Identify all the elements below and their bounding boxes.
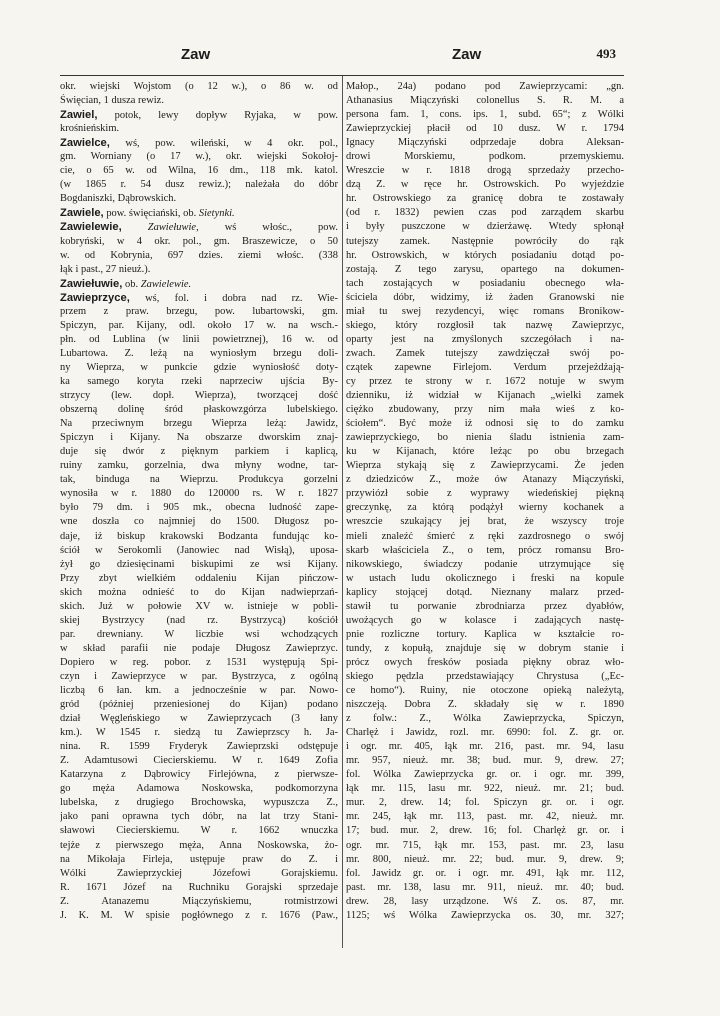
text-line: [346, 656, 624, 670]
text-line: [60, 698, 338, 712]
cross-reference: Zawielewie.: [140, 278, 192, 290]
line-text: ciężko zbudowany, przy nim mała wieś z ko-: [346, 404, 624, 416]
line-text: ruiny zamku, gorzelnia, dwa młyny wodne, tar-: [60, 460, 338, 472]
line-text: ściciela dóbr, widzimy, iż żaden Granowski nie: [346, 291, 624, 303]
text-line: [346, 178, 624, 192]
text-line: [346, 754, 624, 768]
text-line: [60, 712, 338, 726]
line-text: wreszcie szukający jej brat, że wszyscy troje: [346, 516, 624, 528]
text-line: [346, 80, 624, 94]
text-line: [346, 403, 624, 417]
line-text: Katarzyna z Dąbrowicy Firlejówna, z pierwsze-: [60, 769, 338, 781]
line-text: (w 1865 r. 54 dusz rewiz.); należała do dóbr: [60, 179, 338, 191]
text-line: [60, 80, 338, 94]
line-text: było 79 dm. i 905 mk., obecna ludność zape-: [60, 502, 338, 514]
line-text: gród (później przeniesionej do Kijan) podano: [60, 699, 338, 711]
line-text: płn. od Lublina (w linii powietrznej), 16 w. od: [60, 333, 338, 345]
text-line: [346, 220, 624, 234]
line-text: mr. 957, nieuż. mr. 38; bud. mur. 9, drew. 27;: [346, 755, 624, 767]
line-text: skich można odnieść to do Kijan nadwieprzań-: [60, 586, 338, 598]
text-line: [346, 768, 624, 782]
line-text: niszczeją. Dobra Z. składały się w r. 1890: [346, 699, 624, 711]
line-text: pnie rozliczne tortury. Kaplica w kształcie ro-: [346, 628, 624, 640]
entry-headword: Zawiel,: [60, 109, 98, 122]
line-text: km.). W 1545 r. siedzą tu Zawieprzscy h. Ja-: [60, 727, 338, 739]
text-line: [346, 614, 624, 628]
text-line: [60, 487, 338, 501]
entry-headword: Zawiełuwie,: [60, 277, 123, 290]
text-line: [346, 684, 624, 698]
text-line: [346, 867, 624, 881]
line-text: Wreszcie w r. 1818 drogą sprzedaży przecho-: [346, 165, 624, 177]
page-number: 493: [596, 46, 616, 61]
text-line: [60, 684, 338, 698]
line-text: skiego, który rozgłosił tak nazwę Zawieprzyc,: [346, 319, 624, 331]
variant-name: Zawiełuwie,: [121, 222, 199, 234]
text-line: [346, 698, 624, 712]
text-line: [60, 867, 338, 881]
text-line: [346, 319, 624, 333]
text-line: [346, 291, 624, 305]
text-line: [346, 122, 624, 136]
text-line: [60, 277, 338, 291]
text-line: [346, 333, 624, 347]
line-text: Bogdaniszki, Dąbrowskich.: [60, 193, 177, 205]
text-line: [346, 347, 624, 361]
text-line: [346, 712, 624, 726]
text-line: [346, 839, 624, 853]
line-text: łąk mr. 115, lasu mr. 922, nieuż. mr. 21; bud.: [346, 783, 624, 795]
line-text: mr. 800, nieuż. mr. 22; bud. mur. 9, drew. 9;: [346, 853, 624, 865]
line-text: mur. 2, drew. 14; fol. Spiczyn gr. or. i ogr.: [346, 797, 624, 809]
line-text: Wólki Zawieprzyckiej Józefowi Gorajskiemu.: [60, 867, 338, 879]
text-line: [346, 909, 624, 923]
line-text: zwach. Zamek tutejszy zawdzięczał swój po-: [346, 347, 624, 359]
right-text-column: [346, 80, 624, 923]
text-line: [60, 291, 338, 305]
text-line: [60, 501, 338, 515]
line-text: wynosiła w r. 1880 do 120000 rs. W r. 1827: [60, 488, 338, 500]
text-line: [346, 628, 624, 642]
line-text: z folw.: Z., Wólka Zawieprzycka, Spiczyn,: [346, 713, 624, 725]
text-line: [60, 670, 338, 684]
line-text: mieli znaleźć śmierć z ręki zazdrosnego o swój: [346, 530, 624, 542]
text-line: [346, 136, 624, 150]
line-text: dzą Z. w ręce hr. Ostrowskich. Po wyjeździe: [346, 179, 624, 191]
text-line: [346, 515, 624, 529]
text-line: [60, 136, 338, 150]
text-line: [346, 235, 624, 249]
line-text: przywiózł sobie z wyprawy wiedeńskiej piękną: [346, 488, 624, 500]
line-text: czyn i Zawieprzyce w par. Bystrzyca, z ogólną: [60, 670, 338, 682]
line-text: oparty jest na zmyślonych szczegółach i na-: [346, 333, 624, 345]
line-text: past. mr. 138, lasu mr. 911, nieuż. mr. 40; bud.: [346, 881, 624, 893]
line-text: Święcian, 1 dusza rewiz.: [60, 95, 164, 107]
text-line: [60, 361, 338, 375]
line-text: potok, lewy dopływ Ryjaka, w pow.: [97, 110, 338, 122]
line-text: obszerną dolinę śród płaskowzgórza lubelskiego.: [60, 404, 338, 416]
line-text: Athanasius Miączyński colonellus S. R. M. a: [346, 95, 624, 107]
text-line: [346, 796, 624, 810]
line-text: gm. Worniany (o 17 w.), okr. wiejski Sokołoj-: [60, 151, 338, 163]
line-text: J. K. M. W spisie pogłównego z r. 1676 (Paw.,: [60, 909, 338, 921]
text-line: [60, 895, 338, 909]
text-line: [60, 600, 338, 614]
line-text: skarb właściciela Z., o tem, prócz romansu Bro-: [346, 544, 624, 556]
line-text: stawił tu porwanie zbrodniarza przez dyabłów,: [346, 600, 624, 612]
line-text: na Mikołaja Firleja, ustępuje praw do Z. i: [60, 853, 338, 865]
line-text: greczynkę, za którą podążył wierny kochanek a: [346, 502, 624, 514]
text-line: [60, 909, 338, 923]
line-text: strzycy (lew. dopł. Wieprza), tworzącej dość: [60, 390, 338, 402]
text-line: [346, 530, 624, 544]
text-line: [60, 839, 338, 853]
entry-headword: Zawielce,: [60, 137, 110, 150]
text-line: [346, 782, 624, 796]
text-line: [346, 164, 624, 178]
line-text: krośnieńskim.: [60, 123, 120, 135]
text-line: [346, 572, 624, 586]
line-text: tach zostających w posiadaniu obecnego wła-: [346, 277, 624, 289]
text-line: [60, 417, 338, 431]
line-text: w skład parafii nie podaje Długosz Zawieprzyc.: [60, 642, 338, 654]
line-text: skich. Już w połowie XV w. istnieje w pobli-: [60, 600, 338, 612]
text-line: [346, 558, 624, 572]
cross-reference: Sietynki.: [198, 208, 235, 220]
text-line: [60, 824, 338, 838]
line-text: ob.: [122, 278, 141, 290]
text-line: [346, 544, 624, 558]
line-text: lubelska, z drugiego Brochowska, wypuszcza Z.,: [60, 797, 338, 809]
line-text: Z. Atanazemu Miączyńskiemu, rotmistrzowi: [60, 895, 338, 907]
line-text: tutejszy zamek. Następnie powróciły do rąk: [346, 235, 624, 247]
text-line: [60, 235, 338, 249]
line-text: skiego pędzla przedstawiający Chrystusa („Ec-: [346, 670, 624, 682]
text-line: [60, 94, 338, 108]
line-text: hr. Ostrowskiego za granicę dobra te zostawały: [346, 193, 624, 205]
line-text: R. 1671 Józef na Ruchniku Gorajski sprzedaje: [60, 881, 338, 893]
line-text: Małop., 24a) podano pod Zawieprzycami: „gn.: [346, 81, 624, 92]
line-text: ogr. mr. 715, łąk mr. 153, past. mr. 23, lasu: [346, 839, 624, 851]
running-head-left: Zaw: [181, 46, 211, 63]
line-text: fol. Wólka Zawieprzycka gr. or. i ogr. mr. 399,: [346, 769, 624, 781]
line-text: dzienniku, iż widział w Kijanach „wielki zamek: [346, 390, 624, 402]
text-line: [346, 726, 624, 740]
text-line: [60, 782, 338, 796]
text-line: [60, 768, 338, 782]
text-line: [346, 249, 624, 263]
text-line: [60, 206, 338, 220]
text-line: [346, 487, 624, 501]
line-text: w. od Kobrynia, 697 dzies. ziemi włośc. (338: [60, 249, 338, 261]
line-text: mr. 245, łąk mr. 113, past. mr. 42, nieuż. mr.: [346, 811, 624, 823]
line-text: tundy, z kopułą, znajduje się w dobrym stanie i: [346, 642, 624, 654]
text-line: [60, 810, 338, 824]
line-text: żył go dziesięcinami biskupimi ze wsi Kijany.: [60, 558, 338, 570]
text-line: [346, 263, 624, 277]
text-line: [60, 740, 338, 754]
text-line: [60, 220, 338, 234]
text-line: [60, 178, 338, 192]
entry-headword: Zawiele,: [60, 207, 104, 220]
line-text: Lubartowa. Z. leżą na wyniosłym brzegu doli-: [60, 347, 338, 359]
text-line: [60, 614, 338, 628]
text-line: [346, 150, 624, 164]
text-line: [60, 656, 338, 670]
text-line: [346, 108, 624, 122]
text-line: [60, 642, 338, 656]
line-text: prócz owych fresków posiada piękny obraz wło-: [346, 656, 624, 668]
line-text: drew. 28, lasy urządzone. Wś Z. os. 87, mr.: [346, 895, 624, 907]
line-text: fol. Jawidz gr. or. i ogr. mr. 491, łąk mr. 112,: [346, 867, 624, 879]
line-text: w ustach ludu okolicznego i freski na kopule: [346, 572, 624, 584]
line-text: jako pani oprawna tych dóbr, na lat trzy Stani-: [60, 811, 338, 823]
line-text: nikowskiego, świadczy podanie utrzymujące się: [346, 558, 624, 570]
text-line: [60, 305, 338, 319]
text-line: [346, 445, 624, 459]
line-text: wś, fol. i dobra nad rz. Wie-: [129, 292, 338, 304]
line-text: przem z praw. brzegu, pow. lubartowski, gm.: [60, 305, 338, 317]
line-text: daje, iż biskup krakowski Bodzanta fundując ko-: [60, 530, 338, 542]
line-text: uwożących go w kolasce i zadających nastę-: [346, 614, 624, 626]
text-line: [60, 108, 338, 122]
line-text: Wieprza stykają się z Zawieprzycami. Że jeden: [346, 460, 624, 472]
entry-headword: Zawielewie,: [60, 221, 122, 234]
text-line: [346, 389, 624, 403]
text-line: [346, 895, 624, 909]
text-line: [346, 277, 624, 291]
line-text: ny Wieprza, w punkcie gdzie wyniosłość doty-: [60, 361, 338, 373]
text-line: [346, 206, 624, 220]
line-text: zawieprzyckiego, bo nienia śladu istnienia zam-: [346, 432, 624, 444]
line-text: miał tu swej rezydencyi, więc romans Bronikow-: [346, 305, 624, 317]
line-text: ściołem“. Być może iż odnosi się to do zamku: [346, 418, 624, 430]
text-line: [60, 347, 338, 361]
text-line: [346, 192, 624, 206]
text-line: [346, 586, 624, 600]
text-line: [346, 305, 624, 319]
text-line: [60, 726, 338, 740]
text-line: [60, 263, 338, 277]
text-line: [346, 600, 624, 614]
text-line: [346, 824, 624, 838]
line-text: Spiczyn i Kijany. Na obszarze dworskim znaj-: [60, 432, 338, 444]
line-text: okr. wiejski Wojstom (o 12 w.), o 86 w. od: [60, 81, 338, 92]
line-text: liczbą 6 łan. km. a jednocześnie w par. Nowo-: [60, 685, 338, 697]
line-text: sławowi Ciecierskiemu. W r. 1662 wnuczka: [60, 825, 338, 837]
line-text: duje się dwór z pięknym parkiem i kaplicą,: [60, 446, 338, 458]
text-line: [60, 431, 338, 445]
line-text: łąk i past., 27 nieuż.).: [60, 263, 151, 275]
line-text: skiej Bystrzycy (nad rz. Bystrzycą) kościół: [60, 614, 338, 626]
text-line: [346, 473, 624, 487]
line-text: ku w Kijanach, które leżąc po obu brzegach: [346, 446, 624, 458]
running-head-right: Zaw: [452, 46, 482, 63]
line-text: cie, o 65 w. od Wilna, 16 dm., 118 mk. katol.: [60, 165, 338, 177]
text-line: [346, 94, 624, 108]
text-line: [346, 881, 624, 895]
text-line: [346, 361, 624, 375]
text-line: [60, 403, 338, 417]
text-line: [60, 150, 338, 164]
text-line: [60, 192, 338, 206]
line-text: Przy zbyt wielkiém oddaleniu Kijan pińczow-: [60, 572, 338, 584]
line-text: wś, pow. wileński, w 4 okr. pol.,: [109, 138, 338, 150]
line-text: tak, binduga na Wieprzu. Produkcya gorzelni: [60, 474, 338, 486]
text-line: [346, 417, 624, 431]
text-line: [346, 431, 624, 445]
line-text: go męża Adamowa Noskowska, podkomorzyna: [60, 783, 338, 795]
line-text: i były puszczone w dzierżawę. Wtedy spłonął: [346, 221, 624, 233]
text-line: [60, 375, 338, 389]
line-text: Spiczyn, par. Kijany, odl. około 17 w. na wsch.-: [60, 319, 338, 331]
text-line: [60, 572, 338, 586]
line-text: ce homo“). Ruiny, nie otoczone opieką należytą,: [346, 685, 624, 697]
text-line: [60, 881, 338, 895]
text-line: [346, 459, 624, 473]
left-text-column: [60, 80, 338, 923]
line-text: Zawieprzyckiej płacił od 10 dusz. W r. 1794: [346, 123, 624, 135]
line-text: Charlęż i Jawidz, rozl. mr. 6990: fol. Z. gr. or.: [346, 727, 624, 739]
line-text: drowi Morskiemu, podkom. przemyskiemu.: [346, 151, 624, 163]
line-text: Dopiero w reg. pobor. z 1531 występują Spi-: [60, 656, 338, 668]
text-line: [60, 628, 338, 642]
text-line: [60, 586, 338, 600]
line-text: wś włośc., pow.: [198, 222, 338, 234]
line-text: kaplicy stojącej dotąd. Nieznany malarz przed-: [346, 586, 624, 598]
text-line: [346, 810, 624, 824]
text-line: [60, 473, 338, 487]
line-text: nina. R. 1599 Fryderyk Zawieprzski odstępuje: [60, 741, 338, 753]
text-line: [346, 501, 624, 515]
text-line: [60, 754, 338, 768]
text-line: [60, 853, 338, 867]
text-line: [60, 558, 338, 572]
line-text: cy przez te strony w r. 1672 notuje w swym: [346, 375, 624, 387]
line-text: (od r. 1832) pewien czas pod zarządem skarbu: [346, 207, 624, 219]
text-line: [346, 740, 624, 754]
text-line: [60, 249, 338, 263]
text-line: [60, 515, 338, 529]
line-text: dział Węgleńskiego w Zawieprzycach (3 łany: [60, 713, 338, 725]
line-text: 1125; wś Wólka Zawieprzycka os. 30, mr. 327;: [346, 909, 624, 921]
line-text: kobryński, w 4 okr. pol., gm. Braszewicze, o 50: [60, 235, 338, 247]
text-line: [346, 642, 624, 656]
line-text: 17; bud. mur. 2, drew. 16; fol. Charlęż gr. or. i: [346, 825, 624, 837]
line-text: par. drewniany. W liczbie wsi wchodzących: [60, 628, 338, 640]
text-line: [60, 530, 338, 544]
text-line: [60, 333, 338, 347]
text-line: [60, 796, 338, 810]
line-text: ka samego koryta rzeki naprzeciw ujścia By-: [60, 375, 338, 387]
text-line: [346, 853, 624, 867]
text-line: [60, 389, 338, 403]
text-line: [346, 375, 624, 389]
line-text: z dziedziców Z., może ów Atanazy Miączyński,: [346, 474, 624, 486]
entry-headword: Zawieprzyce,: [60, 291, 130, 304]
line-text: wne doszła co najmniej do 1500. Długosz po-: [60, 516, 338, 528]
text-line: [60, 319, 338, 333]
line-text: Ignacy Miączyński odprzedaje dobra Aleksan-: [346, 137, 624, 149]
line-text: i ogr. mr. 405, łąk mr. 216, past. mr. 94, lasu: [346, 741, 624, 753]
line-text: Z. Adamtusowi Ciecierskiemu. W r. 1649 Zofia: [60, 755, 338, 767]
line-text: pow. święciański, ob.: [103, 208, 199, 220]
text-line: [60, 459, 338, 473]
line-text: ściół w Serokomli (Janowiec nad Wisłą), uposa-: [60, 544, 338, 556]
line-text: hr. Ostrowskich, w których posiadaniu dotąd po-: [346, 249, 624, 261]
column-divider: [342, 76, 343, 948]
line-text: czątek zapewne Firlejom. Verdum przejeżdżają-: [346, 361, 624, 373]
text-line: [60, 544, 338, 558]
text-line: [60, 122, 338, 136]
text-line: [60, 445, 338, 459]
line-text: zostają. Z tego zarysu, opartego na dokumen-: [346, 263, 624, 275]
line-text: persona fam. 1, cons. ips. 1, subd. 65“; z Wólki: [346, 109, 624, 121]
line-text: tejże z pierwszego męża, Anna Noskowska, żo-: [60, 839, 338, 851]
text-line: [346, 670, 624, 684]
line-text: Na przeciwnym brzegu Wieprza leżą: Jawidz,: [60, 418, 338, 430]
text-line: [60, 164, 338, 178]
